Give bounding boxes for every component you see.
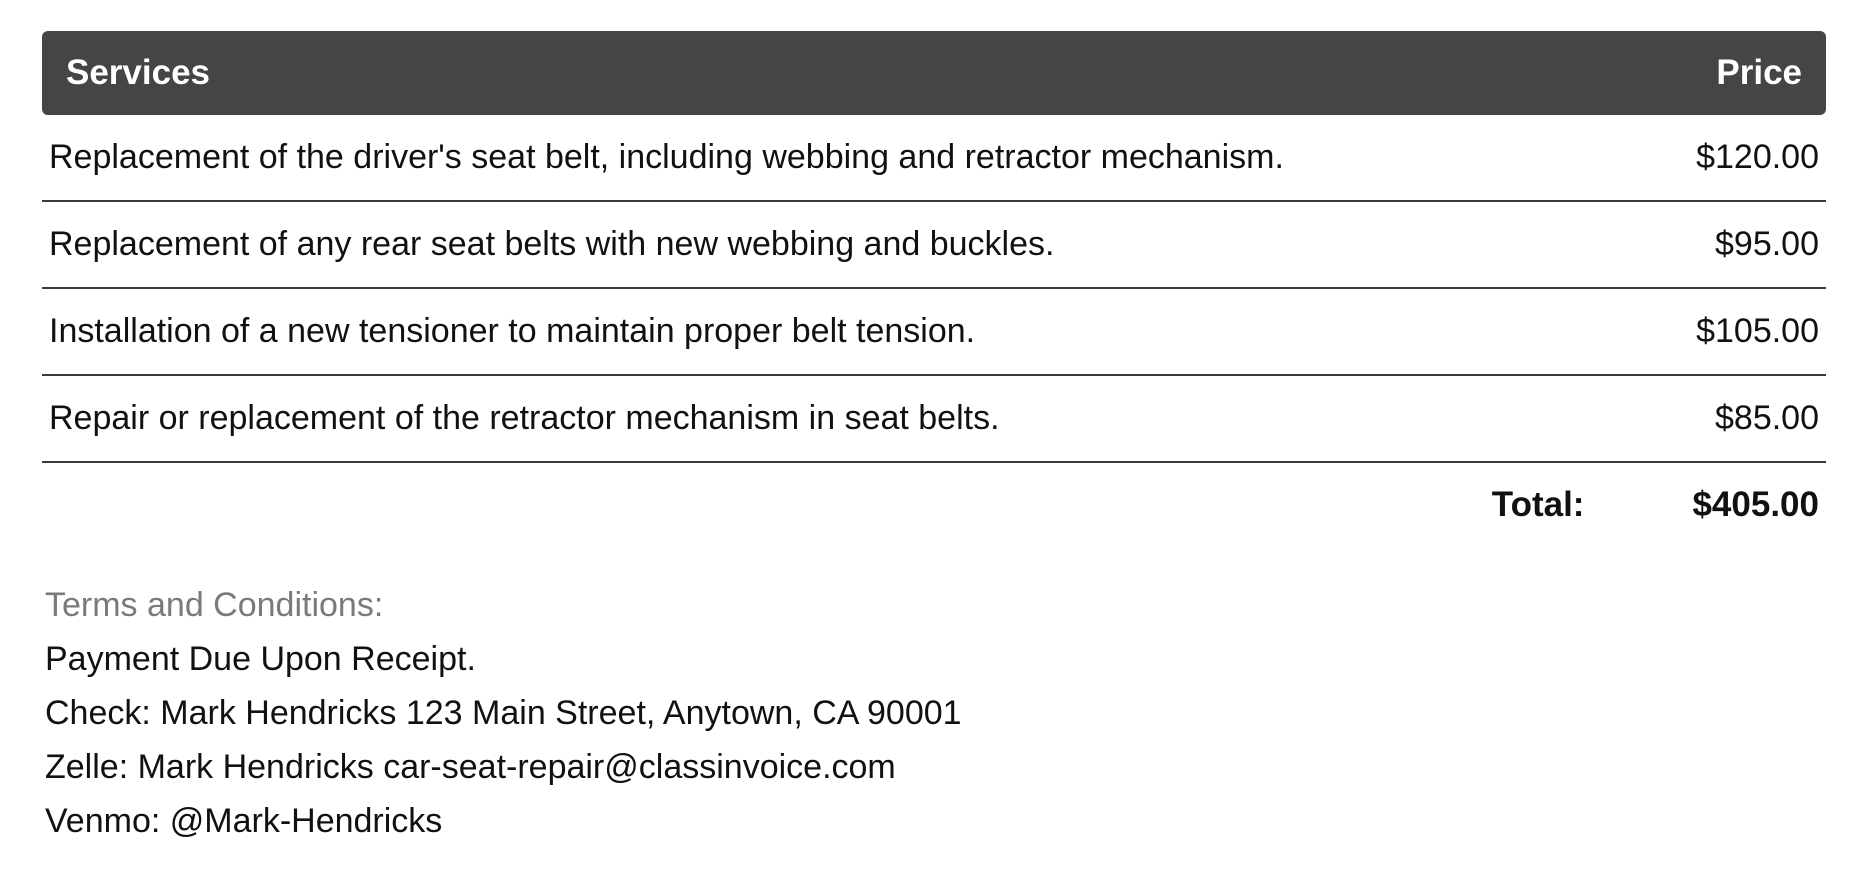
zelle-payment-line: Zelle: Mark Hendricks car-seat-repair@classinvoice.com	[45, 748, 896, 786]
service-price: $85.00	[1715, 399, 1819, 437]
service-price: $105.00	[1696, 312, 1819, 350]
service-description: Replacement of the driver's seat belt, including webbing and retractor mechanism.	[49, 138, 1284, 176]
total-row	[42, 463, 1826, 547]
terms-and-conditions	[45, 578, 962, 848]
venmo-payment-line: Venmo: @Mark-Hendricks	[45, 802, 443, 840]
total-label: Total:	[1491, 485, 1585, 524]
services-column-header: Services	[66, 53, 211, 92]
payment-due-line: Payment Due Upon Receipt.	[45, 640, 476, 678]
table-row	[42, 289, 1826, 376]
service-price: $120.00	[1696, 138, 1819, 176]
table-header	[42, 31, 1826, 115]
check-payment-line: Check: Mark Hendricks 123 Main Street, Anytown, CA 90001	[45, 694, 962, 732]
service-price: $95.00	[1715, 225, 1819, 263]
service-description: Installation of a new tensioner to maintain proper belt tension.	[49, 312, 976, 350]
terms-title: Terms and Conditions:	[45, 586, 384, 624]
table-row	[42, 376, 1826, 463]
table-row	[42, 115, 1826, 202]
total-value: $405.00	[1692, 485, 1819, 524]
services-table	[42, 31, 1826, 547]
service-description: Replacement of any rear seat belts with new webbing and buckles.	[49, 225, 1055, 263]
price-column-header: Price	[1716, 53, 1802, 92]
service-description: Repair or replacement of the retractor mechanism in seat belts.	[49, 399, 1000, 437]
table-row	[42, 202, 1826, 289]
